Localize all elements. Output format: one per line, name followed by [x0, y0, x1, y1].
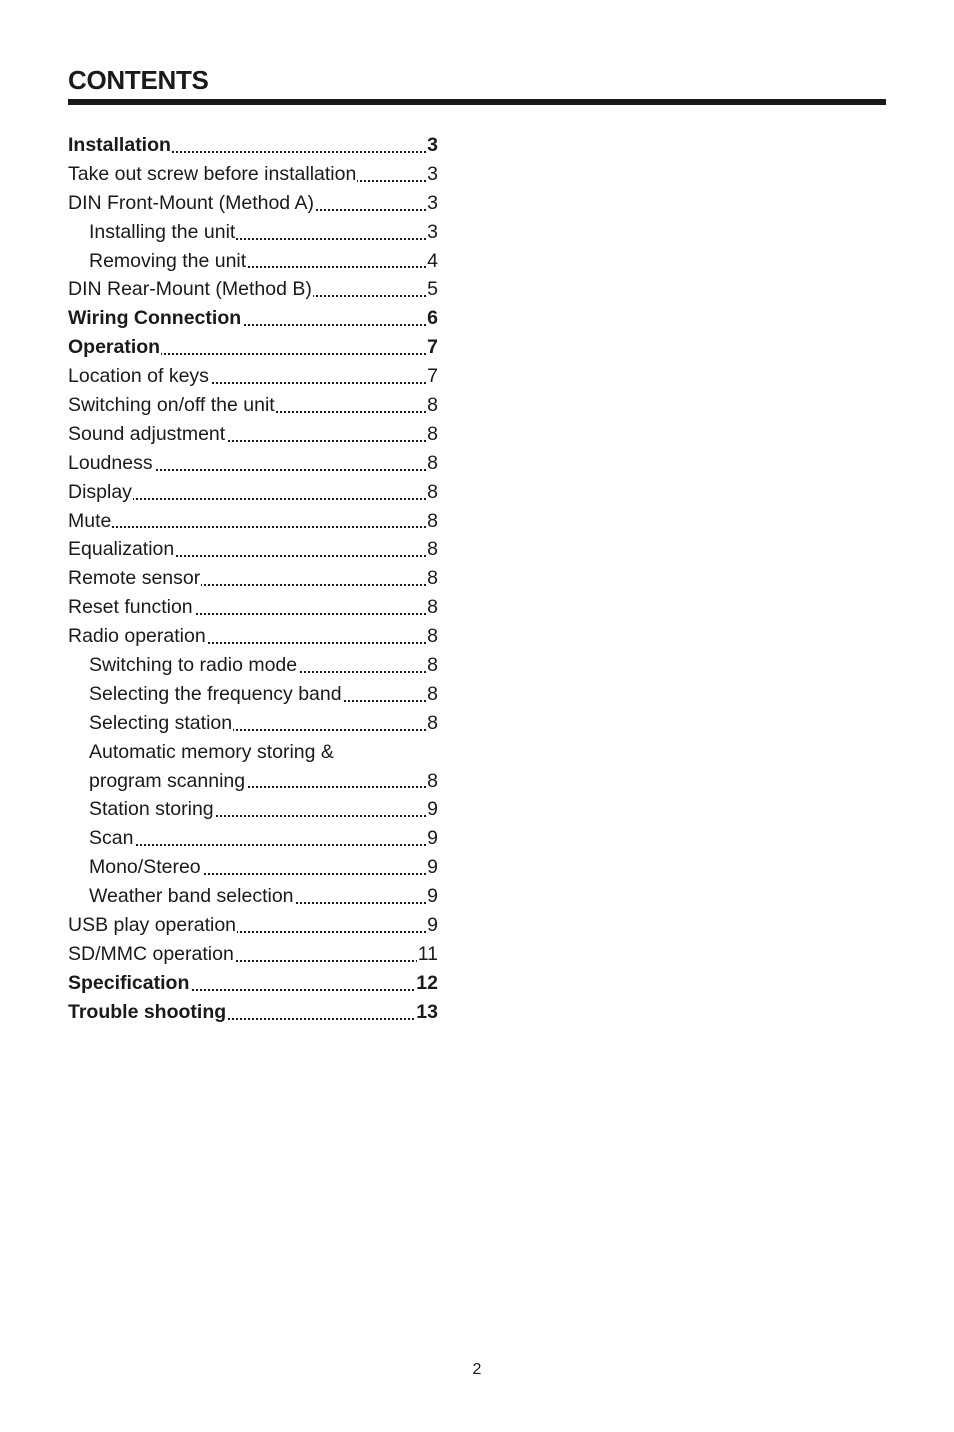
- toc-entry: [68, 998, 438, 1027]
- toc-entry-page: 9: [426, 795, 438, 824]
- toc-entry: [68, 882, 438, 911]
- toc-entry-page: 9: [426, 882, 438, 911]
- toc-entry-label: Selecting station: [68, 712, 233, 734]
- toc-entry: [68, 593, 438, 622]
- toc-entry-label: Installation: [68, 134, 171, 156]
- toc-entry: [68, 478, 438, 507]
- toc-entry-label: SD/MMC operation: [68, 942, 234, 965]
- toc-entry-label: Selecting the frequency band: [68, 683, 343, 705]
- toc-entry-label: Display: [68, 480, 132, 503]
- toc-entry-page: 7: [426, 362, 438, 391]
- toc-entry: [68, 738, 438, 767]
- toc-entry-page: 4: [426, 247, 438, 276]
- toc-entry-label: Switching on/off the unit: [68, 394, 275, 417]
- toc-entry-page: 8: [426, 622, 438, 651]
- toc-entry-page: 9: [426, 824, 438, 853]
- toc-entry-label: Station storing: [68, 798, 215, 820]
- toc-entry-label: Installing the unit: [68, 221, 236, 243]
- toc-entry-label: Switching to radio mode: [68, 654, 298, 676]
- toc-entry-page: 3: [426, 218, 438, 247]
- toc-entry-page: 8: [426, 507, 438, 536]
- toc-entry-page: 8: [426, 564, 438, 593]
- toc-entry: [68, 535, 438, 564]
- toc-entry: [68, 911, 438, 940]
- toc-entry-page: 9: [426, 853, 438, 882]
- toc-entry: [68, 449, 438, 478]
- toc-entry-page: 8: [426, 709, 438, 738]
- toc-entry-page: 5: [426, 275, 438, 304]
- toc-entry-label: program scanning: [68, 770, 246, 792]
- toc-entry-label: Radio operation: [68, 625, 206, 648]
- toc-entry-page: 8: [426, 680, 438, 709]
- toc-entry-label: Trouble shooting: [68, 1000, 227, 1023]
- toc-entry: [68, 391, 438, 420]
- toc-entry: [68, 189, 438, 218]
- toc-entry-label: Location of keys: [68, 365, 209, 388]
- toc-entry: [68, 651, 438, 680]
- toc-entry-label: Equalization: [68, 538, 175, 561]
- toc-entry-page: 8: [426, 651, 438, 680]
- toc-leader-dots: [68, 526, 438, 528]
- toc-entry-page: 8: [426, 593, 438, 622]
- toc-entry: [68, 333, 438, 362]
- toc-entry: [68, 362, 438, 391]
- toc-entry-page: 8: [426, 391, 438, 420]
- toc-entry: [68, 709, 438, 738]
- toc-entry-label: Take out screw before installation: [68, 162, 357, 185]
- toc-entry: [68, 160, 438, 189]
- toc-entry-label: Remote sensor: [68, 567, 201, 590]
- toc-entry: [68, 795, 438, 824]
- toc-entry-page: 8: [426, 478, 438, 507]
- toc-entry-page: 13: [415, 998, 438, 1027]
- toc-entry: [68, 940, 438, 969]
- toc-entry-label: Operation: [68, 336, 161, 359]
- toc-entry: [68, 853, 438, 882]
- toc-entry-page: 8: [426, 767, 438, 796]
- toc-entry-label: Wiring Connection: [68, 307, 242, 330]
- toc-entry: [68, 622, 438, 651]
- toc-entry-page: 9: [426, 911, 438, 940]
- toc-entry: [68, 680, 438, 709]
- toc-entry: [68, 564, 438, 593]
- toc-entry-label: Scan: [68, 827, 134, 849]
- toc-entry: [68, 507, 438, 536]
- toc-entry-page: 6: [426, 304, 438, 333]
- toc-entry-page: 12: [415, 969, 438, 998]
- toc-entry-label: Mono/Stereo: [68, 856, 202, 878]
- toc-entry-page: 3: [426, 160, 438, 189]
- page-number: 2: [472, 1361, 482, 1378]
- toc-entry-page: 7: [426, 333, 438, 362]
- page-title: CONTENTS: [68, 65, 209, 95]
- toc-entry: [68, 275, 438, 304]
- title-divider: [68, 99, 886, 105]
- toc-entry-page: 11: [417, 940, 438, 969]
- toc-entry-label: DIN Rear-Mount (Method B): [68, 278, 312, 301]
- toc-entry: [68, 969, 438, 998]
- toc-entry-page: 8: [426, 420, 438, 449]
- toc-entry-label: Sound adjustment: [68, 422, 226, 445]
- toc-entry-label: Specification: [68, 971, 190, 994]
- toc-entry-label: Mute: [68, 509, 112, 532]
- toc-entry-page: 8: [426, 535, 438, 564]
- toc-entry-label: Weather band selection: [68, 885, 295, 907]
- toc-entry-label: Reset function: [68, 596, 193, 619]
- toc-entry: [68, 304, 438, 333]
- toc-entry: [68, 218, 438, 247]
- toc-entry-label: USB play operation: [68, 914, 237, 937]
- toc-entry: [68, 420, 438, 449]
- toc-entry-page: 3: [426, 189, 438, 218]
- toc-entry-page: 8: [426, 449, 438, 478]
- table-of-contents: [68, 131, 438, 1027]
- toc-entry: [68, 131, 438, 160]
- toc-entry-label: Removing the unit: [68, 250, 247, 272]
- toc-entry: [68, 247, 438, 276]
- toc-entry: [68, 824, 438, 853]
- toc-entry-label: DIN Front-Mount (Method A): [68, 191, 314, 214]
- toc-entry-label: Loudness: [68, 451, 153, 474]
- toc-entry: [68, 767, 438, 796]
- toc-entry-label: Automatic memory storing &: [68, 741, 335, 763]
- toc-entry-page: 3: [426, 131, 438, 160]
